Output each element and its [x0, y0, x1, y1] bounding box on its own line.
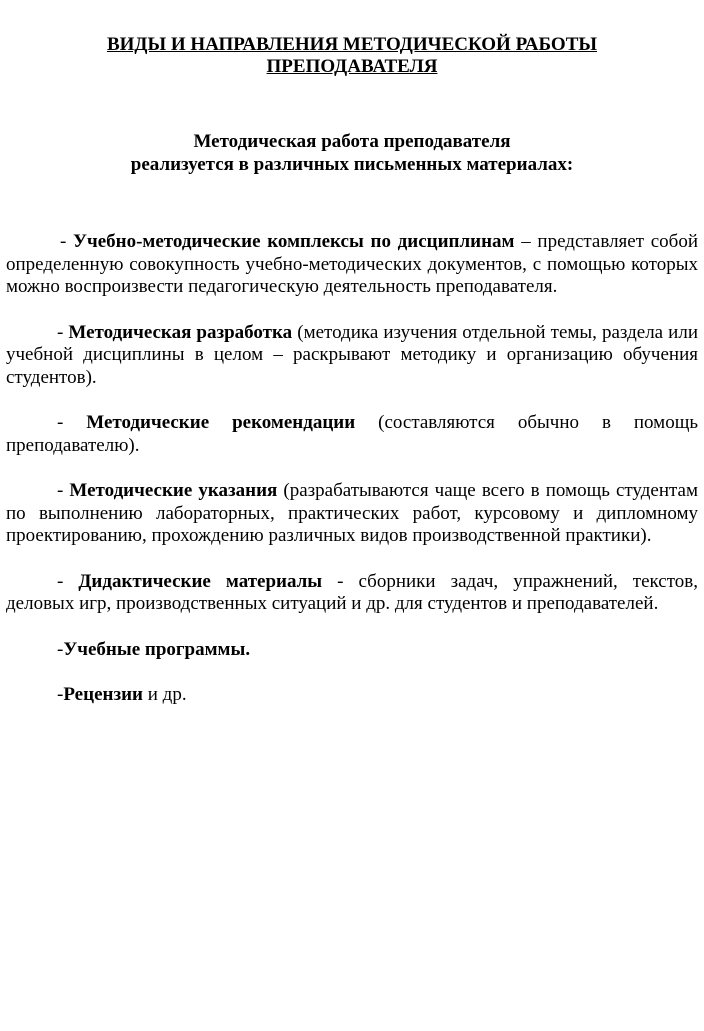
list-item	[6, 412, 698, 457]
list-item	[6, 231, 698, 299]
item-term: Методические указания	[69, 480, 278, 501]
subtitle-line-2: реализуется в различных письменных материалах:	[130, 154, 574, 175]
item-term: Методические рекомендации	[86, 412, 356, 433]
item-prefix: -	[60, 231, 74, 252]
item-term: Методическая разработка	[68, 321, 293, 343]
item-text: - сборники задач, упражнений, текстов, деловых игр, производственных ситуаций и др. для студентов и преподавателей.	[6, 570, 699, 614]
item-prefix: -	[57, 480, 70, 501]
item-term: Дидактические материалы	[78, 570, 323, 592]
item-text: (разрабатываются чаще всего в помощь студентам по выполнению лабораторных, практических работ, курсовому и дипломному проектированию, прохождению различных видов производственной практики).	[6, 480, 698, 546]
title-line-2: ПРЕПОДАВАТЕЛЯ	[266, 56, 438, 77]
list-item	[6, 639, 698, 662]
list-item	[6, 684, 698, 707]
item-prefix: -	[57, 570, 79, 592]
list-item	[6, 571, 698, 616]
item-term: Учебные программы.	[63, 638, 251, 660]
document-subtitle	[6, 130, 698, 176]
item-text: и др.	[142, 684, 187, 705]
item-text: – представляет собой определенную совокупность учебно-методических документов, с помощью которых можно воспроизвести педагогическую деятельность преподавателя.	[6, 231, 699, 297]
item-text: (составляются обычно в помощь преподавателю).	[6, 412, 698, 456]
item-prefix: -	[57, 638, 64, 660]
item-term: Рецензии	[63, 684, 143, 705]
item-prefix: -	[57, 321, 69, 343]
item-term: Учебно-методические комплексы по дисциплинам	[73, 231, 515, 252]
item-prefix: -	[57, 412, 87, 433]
list-item	[6, 480, 698, 548]
item-text: (методика изучения отдельной темы, раздела или учебной дисциплины в целом – раскрывают методику и организацию обучения студентов).	[6, 321, 698, 388]
subtitle-line-1: Методическая работа преподавателя	[193, 131, 511, 152]
document-title	[6, 34, 698, 78]
item-prefix: -	[57, 684, 64, 705]
list-item	[6, 322, 698, 390]
title-line-1: ВИДЫ И НАПРАВЛЕНИЯ МЕТОДИЧЕСКОЙ РАБОТЫ	[106, 34, 598, 55]
